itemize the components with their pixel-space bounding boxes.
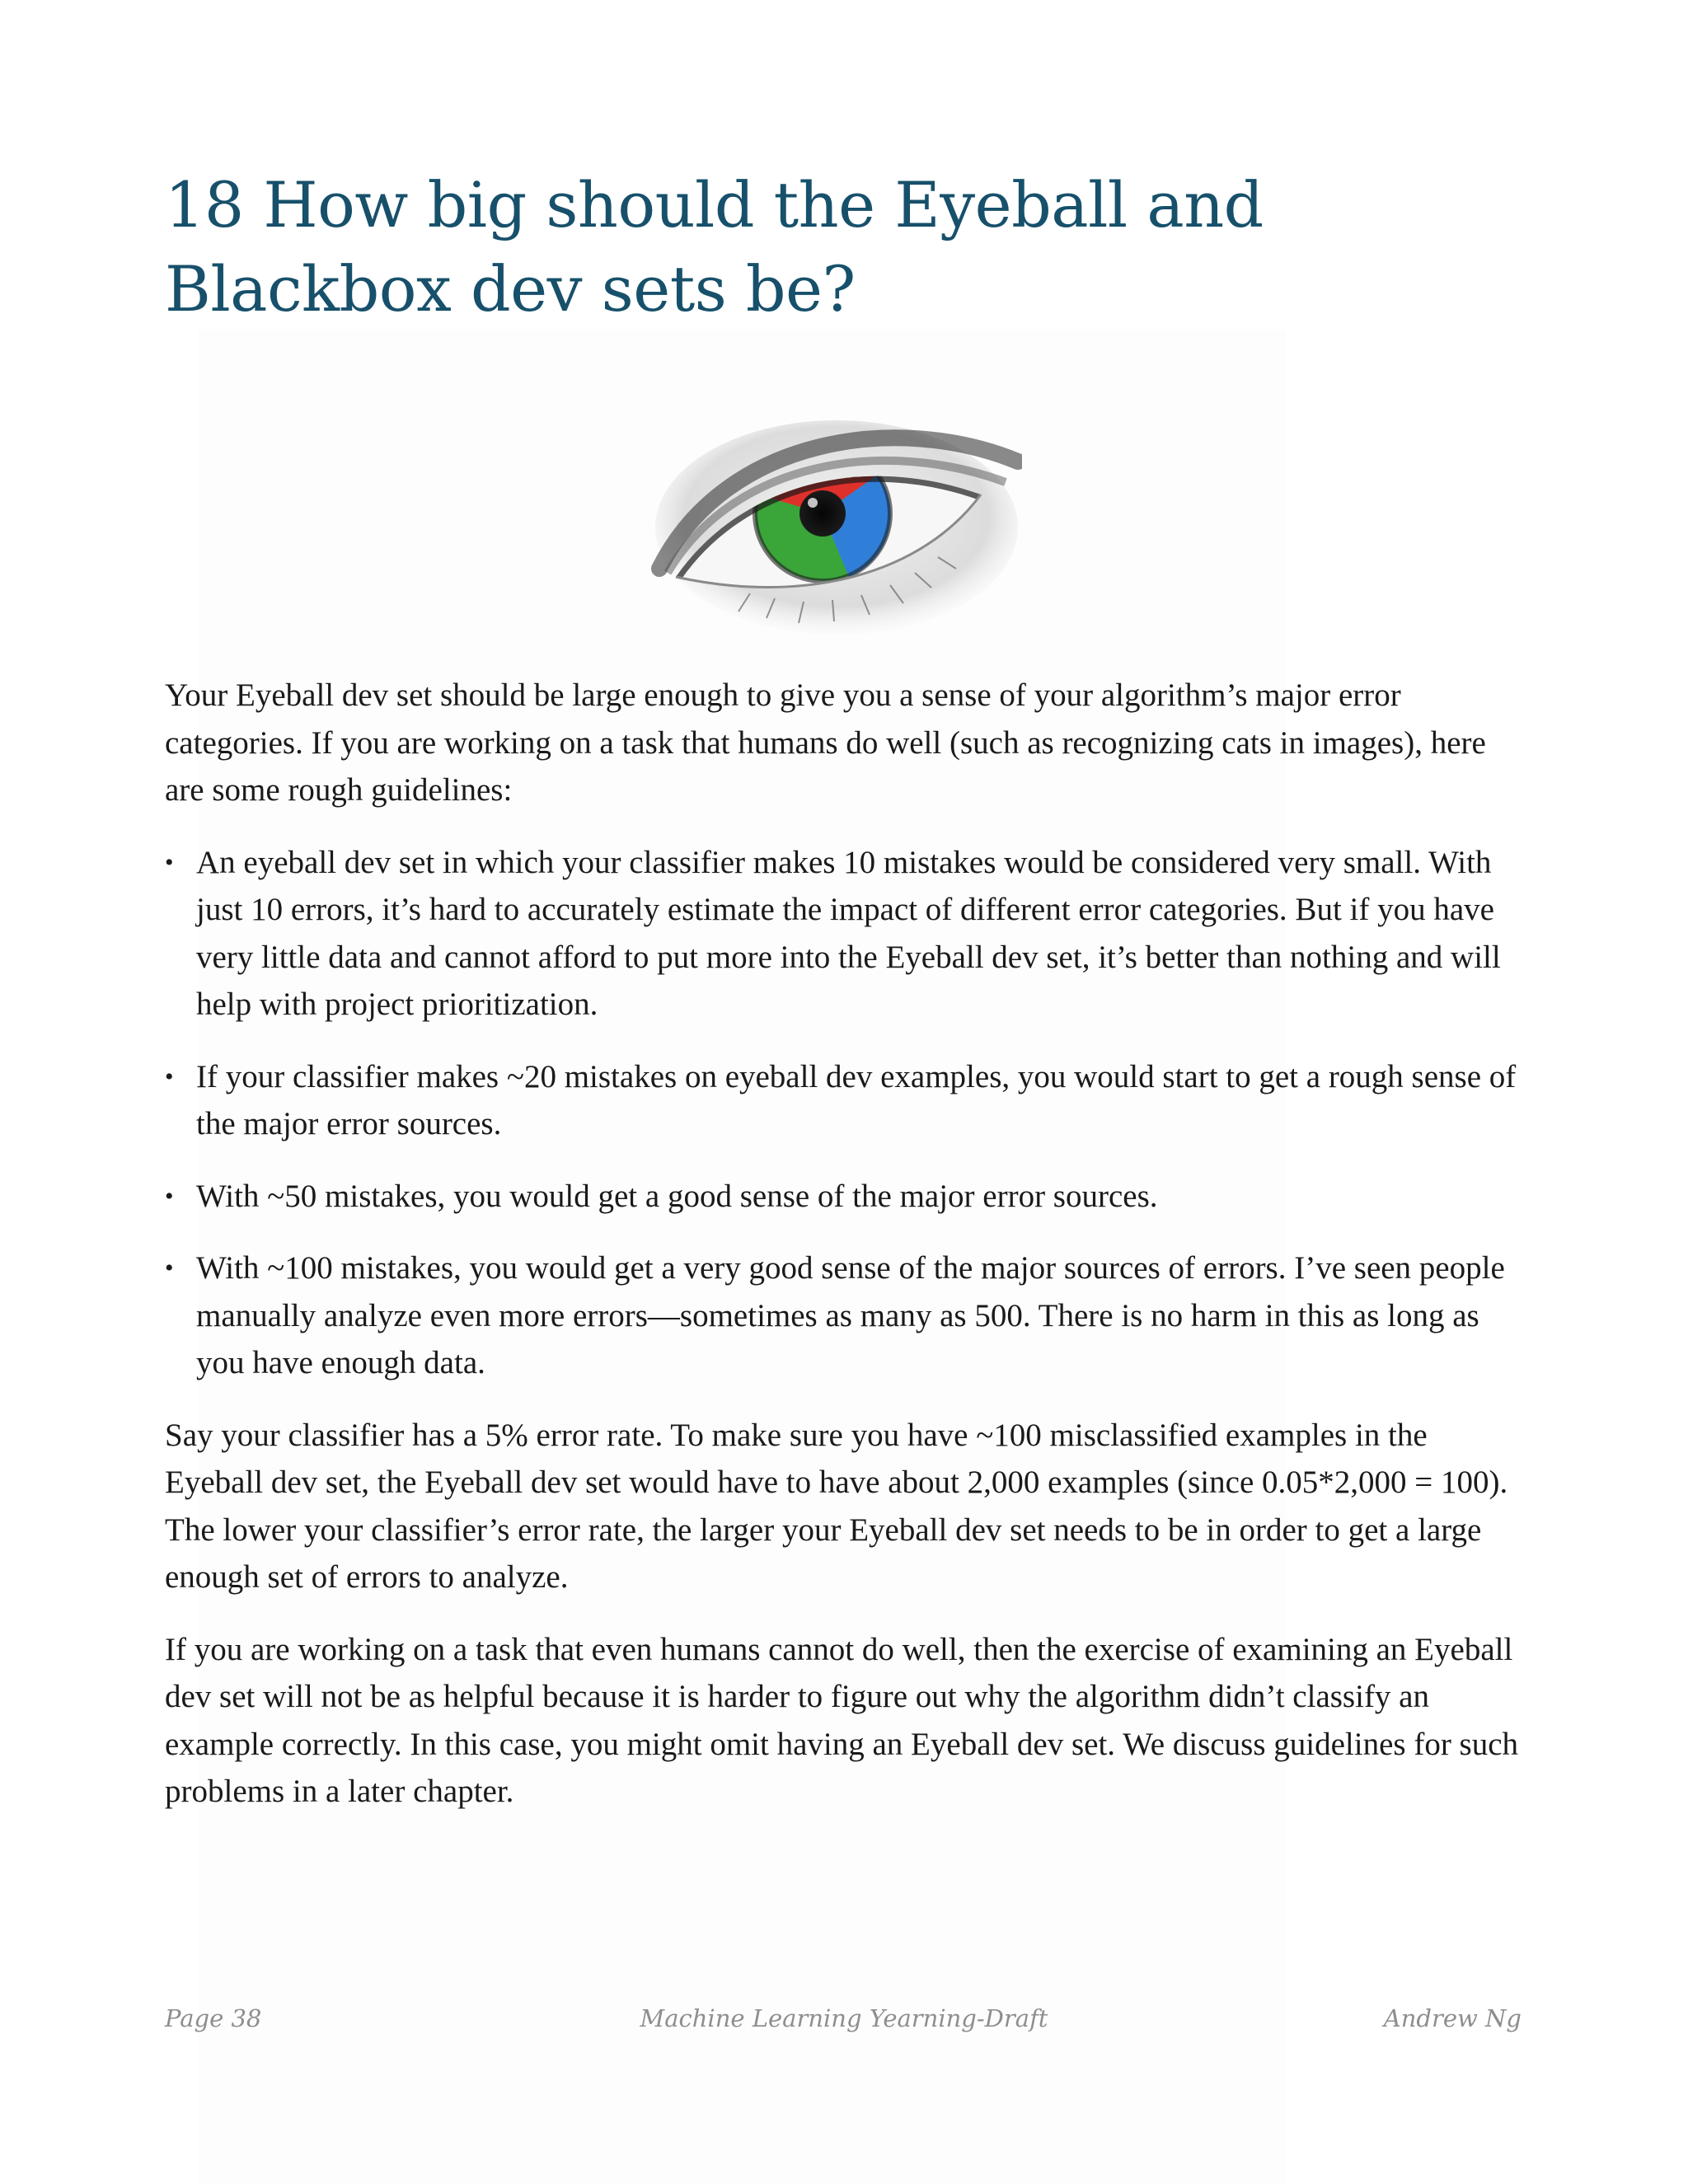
eye-illustration-icon xyxy=(651,404,1022,635)
hard-tasks-paragraph: If you are working on a task that even humans cannot do well, then the exercise of examining an Eyeball dev set will not be as helpful because it is harder to figure out why the algorithm didn’t classify an example correctly. In this case, you might omit having an Eyeball dev set. We discuss guidelines for such problems in a later chapter. xyxy=(165,1631,1519,1809)
list-item-text: With ~50 mistakes, you would get a good sense of the major error sources. xyxy=(196,1178,1158,1214)
body-text xyxy=(165,672,1533,1840)
example-paragraph: Say your classifier has a 5% error rate. To make sure you have ~100 misclassified examples in the Eyeball dev set, the Eyeball dev set would have to have about 2,000 examples (since 0.05*2,000 = 100). The lower your classifier’s error rate, the larger your Eyeball dev set needs to be in order to get a large enough set of errors to analyze. xyxy=(165,1417,1508,1595)
bullet-mark: • xyxy=(165,1254,174,1282)
list-item-text: If your classifier makes ~20 mistakes on eyeball dev examples, you would start to get a rough sense of the major error sources. xyxy=(196,1058,1517,1141)
bullet-mark: • xyxy=(165,1062,174,1090)
bullet-mark: • xyxy=(165,1182,174,1210)
list-item xyxy=(165,1173,1533,1221)
footer-author: Andrew Ng xyxy=(1383,2004,1522,2032)
footer-page-number: Page 38 xyxy=(165,2004,262,2032)
list-item-text: With ~100 mistakes, you would get a very good sense of the major sources of errors. I’ve seen people manually analyze even more errors—sometimes as many as 500. There is no harm in this as long as you have enough data. xyxy=(196,1250,1505,1380)
list-item xyxy=(165,839,1533,1029)
intro-paragraph: Your Eyeball dev set should be large enough to give you a sense of your algorithm’s major error categories. If you are working on a task that humans do well (such as recognizing cats in images), here are some rough guidelines: xyxy=(165,677,1486,808)
list-item xyxy=(165,1053,1533,1148)
guidelines-list xyxy=(165,839,1533,1387)
page-title: 18 How big should the Eyeball and Blackbox dev sets be? xyxy=(165,168,1264,326)
list-item xyxy=(165,1244,1533,1387)
footer-book-title: Machine Learning Yearning-Draft xyxy=(640,2004,1048,2032)
list-item-text: An eyeball dev set in which your classifier makes 10 mistakes would be considered very small. With just 10 errors, it’s hard to accurately estimate the impact of different error categories. But if you have very little data and cannot afford to put more into the Eyeball dev set, it’s better than nothing and will help with project prioritization. xyxy=(196,844,1501,1022)
bullet-mark: • xyxy=(165,848,174,876)
